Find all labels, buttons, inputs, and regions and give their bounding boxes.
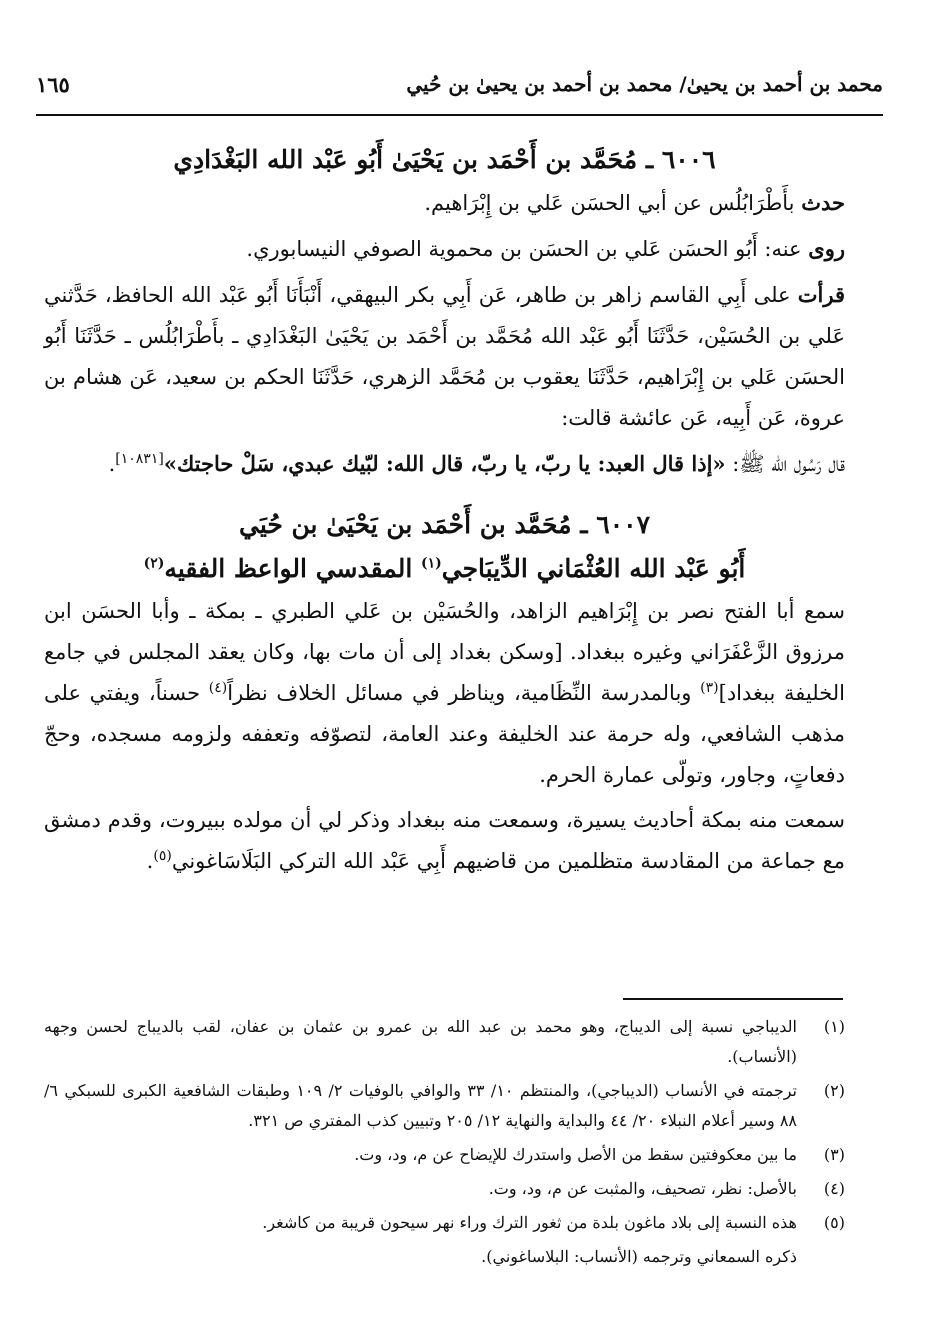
footnote-item <box>44 1174 845 1204</box>
entry-6006-hadath <box>44 182 845 224</box>
footnote-5-continuation: ذكره السمعاني وترجمه (الأنساب: البلاساغوني). <box>481 1247 797 1266</box>
page-header <box>36 62 883 102</box>
para2-end: . <box>146 849 154 873</box>
footnote-text: ترجمته في الأنساب (الديباجي)، والمنتظم ١٠/ ٣٣ والوافي بالوفيات ٢/ ١٠٩ وطبقات الشافعية الكبرى للسبكي ٦/ ٨٨ وسير أعلام النبلاء ٢٠/ ٤٤ والبداية والنهاية ١٢/ ٢٠٥ وتبيين كذب المفتري ص ٣٢١. <box>44 1081 798 1130</box>
para1-part-a: سمع أبا الفتح نصر بن إِبْرَاهيم الزاهد، والحُسَيْن بن عَلي الطبري ـ بمكة ـ وأبا الحسَن ابن مرزوق الزَّعْفَرَاني وغيره ببغداد. [وسكن بغداد إلى أن مات بها، وكان يعقد المجلس في جامع الخليفة ببغداد] <box>44 599 845 705</box>
running-title: محمد بن أحمد بن يحيىٰ/ محمد بن أحمد بن يحيىٰ بن حُيي <box>406 72 883 96</box>
footnote-marker-5[interactable]: (٥) <box>153 848 172 864</box>
footnote-item <box>44 1012 845 1072</box>
entry-6007-title-a: أَبُو عَبْد الله العُثْمَاني الدِّيبَاجي <box>441 554 746 583</box>
footnote-text: ما بين معكوفتين سقط من الأصل واستدرك للإيضاح عن م، ود، وت. <box>354 1145 797 1164</box>
para2-part-a: سمعت منه بمكة أحاديث يسيرة، وسمعت منه ببغداد وذكر لي أن مولده ببيروت، وقدم دمشق مع جماعة من المقادسة متظلمين من قاضيهم أَبِي عَبْد الله التركي البَلَاسَاغوني <box>44 808 845 873</box>
footnote-number: (٤) <box>823 1179 845 1198</box>
rawa-text: عنه: أَبُو الحسَن عَلي بن الحسَن بن محموية الصوفي النيسابوري. <box>246 237 809 261</box>
entry-6007-paragraph-2 <box>44 800 845 882</box>
footnote-item <box>44 1076 845 1136</box>
page-number: ١٦٥ <box>36 72 70 97</box>
qara-label: قرأت <box>797 282 845 307</box>
footnote-text: هذه النسبة إلى بلاد ماغون بلدة من ثغور الترك وراء نهر سيحون قريبة من كاشغر. <box>262 1213 797 1232</box>
footnote-marker-4[interactable]: (٤) <box>208 680 228 696</box>
para1-part-c: حسناً، ويفتي على مذهب الشافعي، وله حرمة عند الخليفة وعند العامة، لتصوّفه وتعففه ولزومه مسجده، وحجّ دفعاتٍ، وجاور، وتولّى عمارة الحرم. <box>44 681 845 787</box>
footnotes <box>44 1012 845 1272</box>
hadath-text: بأَطْرَابُلُس عن أبي الحسَن عَلي بن إِبْرَاهيم. <box>424 191 802 215</box>
footnote-number: (٣) <box>823 1145 845 1164</box>
hadith-end: . <box>108 452 116 476</box>
hadith-text: «إذا قال العبد: يا ربّ، يا ربّ، قال الله: لبّيك عبدي، سَلْ حاجتك» <box>163 451 726 476</box>
entry-6007-title-b: المقدسي الواعظ الفقيه <box>164 554 421 583</box>
footnote-number: (١) <box>823 1017 845 1036</box>
footnote-marker-1[interactable]: (١) <box>420 555 442 572</box>
footnote-number: (٥) <box>823 1213 845 1232</box>
main-text <box>44 138 845 882</box>
rawa-label: روى <box>808 236 845 261</box>
footnote-number: (٢) <box>823 1081 845 1100</box>
entry-6006-hadith <box>44 443 845 485</box>
entry-6006-title: ٦٠٠٦ ـ مُحَمَّد بن أَحْمَد بن يَحْيَىٰ أَبُو عَبْد الله البَغْدَادِي <box>173 145 716 174</box>
footnote-text: بالأصل: نظر، تصحيف، والمثبت عن م، ود، وت. <box>488 1179 797 1198</box>
footnote-marker-2[interactable]: (٢) <box>143 555 165 572</box>
footnote-item <box>44 1140 845 1170</box>
hadath-label: حدث <box>801 190 845 215</box>
footnote-text: الديباجي نسبة إلى الديباج، وهو محمد بن عبد الله بن عمرو بن عثمان بن عفان، لقب بالديباج لحسن وجهه (الأنساب). <box>44 1017 797 1066</box>
hadith-reference: [١٠٨٣١] <box>115 451 164 467</box>
para1-part-b: وبالمدرسة النِّظَامية، ويناظر في مسائل الخلاف نظراً <box>227 681 701 705</box>
hadith-intro: قال رَسُول الله ﷺ: <box>725 452 845 476</box>
entry-6006-rawa <box>44 228 845 270</box>
entry-6006-isnad <box>44 274 845 439</box>
header-rule <box>36 114 883 116</box>
entry-6007-title-line2 <box>44 547 845 591</box>
entry-6007-paragraph-1 <box>44 591 845 796</box>
isnad-text: على أَبِي القاسم زاهر بن طاهر، عَن أَبِي بكر البيهقي، أَنْبَأَنَا أَبُو عَبْد الله الحافظ، حَدَّثني عَلي بن الحُسَيْن، حَدَّثَنَا أَبُو عَبْد الله مُحَمَّد بن أَحْمَد بن يَحْيَىٰ البَغْدَادِي ـ بأَطْرَابُلُس ـ حَدَّثَنَا أَبُو الحسَن عَلي بن إِبْرَاهيم، حَدَّثَنَا يعقوب بن مُحَمَّد الزهري، حَدَّثَنَا الحكم بن سعيد، عَن هشام بن عروة، عَن أَبِيه، عَن عائشة قالت: <box>44 283 845 430</box>
entry-6007-title-line1: ٦٠٠٧ ـ مُحَمَّد بن أَحْمَد بن يَحْيَىٰ بن حُيَي <box>238 510 651 539</box>
footnote-item <box>44 1208 845 1238</box>
footnote-rule <box>623 998 843 1000</box>
footnote-marker-3[interactable]: (٣) <box>700 680 719 696</box>
